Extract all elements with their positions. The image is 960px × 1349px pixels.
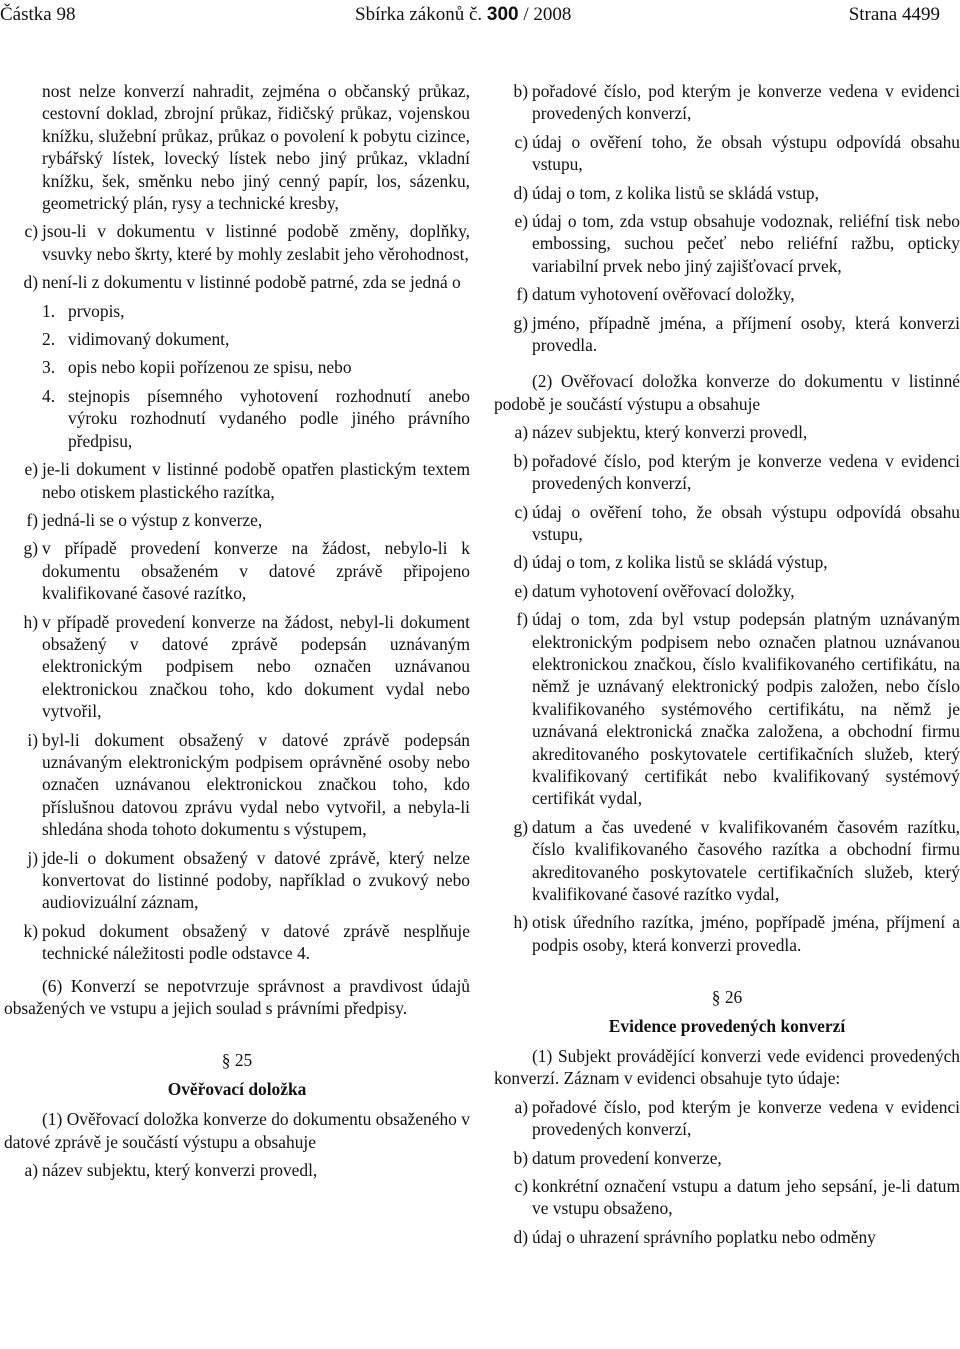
item-label: g) [23,538,38,559]
paragraph-6: (6) Konverzí se nepotvrzuje správnost a pravdivost údajů obsažených ve vstupu a jejich soulad s právními předpisy. [4,975,470,1019]
list-item [494,210,960,277]
item-label: 3. [42,357,56,378]
item-label: a) [514,422,528,443]
item-label: e) [24,459,38,480]
item-label: 4. [42,385,56,406]
header-issue: Částka 98 [0,4,76,25]
right-column [494,80,960,1248]
item-text: je-li dokument v listinné podobě opatřen plastickým textem nebo otiskem plastického razítka, [42,459,470,502]
list-item [494,816,960,906]
item-text: otisk úředního razítka, jméno, popřípadě jména, příjmení a podpis osoby, která konverzi provedla. [532,912,960,955]
list-item [4,458,470,503]
item-label: e) [514,211,528,232]
list-item [494,450,960,495]
section-25-title: Ověřovací doložka [167,1078,307,1099]
list-item [4,1159,470,1181]
item-text: datum vyhotovení ověřovací doložky, [532,580,795,601]
item-text: pokud dokument obsažený v datové zprávě nesplňuje technické náležitosti podle odstavce 4. [42,920,470,964]
section-26-title: Evidence provedených konverzí [608,1015,846,1036]
right-items-1 [494,80,960,356]
list-item [494,131,960,176]
header-law-number: 300 [486,4,519,25]
section-26-paragraph-1: (1) Subjekt provádějící konverzi vede evidenci provedených konverzí. Záznam v evidenci obsahuje tyto údaje: [494,1046,960,1089]
left-column [4,80,470,1181]
item-label: f) [516,609,528,630]
item-text: opis nebo kopii pořízenou ze spisu, nebo [68,357,352,378]
numbered-item [4,385,470,452]
list-item [4,220,470,265]
item-text: údaj o tom, z kolika listů se skládá vstup, [532,182,819,203]
list-item [4,920,470,965]
item-text: údaj o tom, zda byl vstup podepsán platným uznávaným elektronickým podpisem nebo označen platnou uznávanou elektronickou značkou, číslo kvalifikovaného certifikátu, na němž je uznávaný elektronický podpis založen, nebo číslo kvalifikovaného systémového certifikátu, na němž je uznávaná elektronická značka založena, a obchodní firmu akreditovaného poskytovatele certifikačních služeb, který kvalifikovaný certifikát nebo kvalifikovaný systémový certifikát vydal, [532,609,960,809]
list-item [494,421,960,443]
item-label: j) [27,847,38,868]
left-items-1 [4,220,470,293]
header-page-number: Strana 4499 [848,4,940,25]
item-label: d) [513,552,528,573]
item-label: g) [513,312,528,333]
section-25-items [4,1159,470,1181]
list-item [494,182,960,204]
list-item [494,283,960,305]
item-text: název subjektu, který konverzi provedl, [532,422,808,443]
item-text: konkrétní označení vstupu a datum jeho sepsání, je-li datum ve vstupu obsaženo, [532,1176,960,1219]
item-text: datum vyhotovení ověřovací doložky, [532,284,795,305]
item-label: h) [513,912,528,933]
numbered-list [4,300,470,452]
item-label: e) [514,580,528,601]
item-label: c) [514,501,528,522]
list-item [494,1175,960,1220]
list-item [494,1226,960,1248]
item-text: vidimovaný dokument, [68,329,230,350]
item-text: pořadové číslo, pod kterým je konverze vedena v evidenci provedených konverzí, [532,450,960,494]
item-text: údaj o uhrazení správního poplatku nebo odměny [532,1226,876,1247]
item-text: jsou-li v dokumentu v listinné podobě změny, doplňky, vsuvky nebo škrty, které by mohly zeslabit jeho věrohodnost, [42,221,470,264]
list-item [494,580,960,602]
section-25-number: § 25 [221,1050,253,1071]
item-label: b) [513,81,528,101]
item-label: f) [26,509,38,530]
item-text: údaj o ověření toho, že obsah výstupu odpovídá obsahu vstupu, [532,131,960,175]
item-label: g) [513,816,528,837]
item-label: b) [513,1147,528,1168]
header-collection-prefix: Sbírka zákonů č. [355,4,483,25]
list-item [494,501,960,546]
item-label: d) [513,1226,528,1247]
item-label: d) [23,272,38,293]
list-item [4,729,470,841]
item-text: jméno, případně jména, a příjmení osoby, která konverzi provedla. [532,312,960,356]
numbered-item [4,328,470,350]
item-text: v případě provedení konverze na žádost, nebyl-li dokument obsažený v datové zprávě podepsán uznávaným elektronickým podpisem nebo označen uznávanou elektronickou značkou toho, kdo dokument vydal nebo vytvořil, [42,611,470,722]
header-year: / 2008 [523,4,572,25]
item-label: f) [516,284,528,305]
numbered-item [4,356,470,378]
list-item [494,551,960,573]
paragraph-2: (2) Ověřovací doložka konverze do dokumentu v listinné podobě je součástí výstupu a obsahuje [494,371,960,414]
item-text: v případě provedení konverze na žádost, nebylo-li k dokumentu obsaženém v datové zprávě připojeno kvalifikované časové razítko, [42,538,470,604]
section-26-number: § 26 [711,987,743,1008]
item-text: údaj o tom, z kolika listů se skládá výstup, [532,552,828,573]
list-item [494,911,960,956]
header-collection [355,2,571,28]
item-label: d) [513,182,528,203]
item-label: a) [24,1160,38,1181]
item-text: pořadové číslo, pod kterým je konverze vedena v evidenci provedených konverzí, [532,1096,960,1140]
continued-text: nost nelze konverzí nahradit, zejména o občanský průkaz, cestovní doklad, zbrojní průkaz, řidičský průkaz, vojenskou knížku, služební průkaz, průkaz o povolení k pobytu cizince, rybářský lístek, lovecký lístek nebo jiný průkaz, vkladní knížku, šek, směnku nebo jiný cenný papír, los, sázenku, geometrický plán, rysy a technické kresby, [42,81,470,214]
item-text: stejnopis písemného vyhotovení rozhodnutí anebo výroku rozhodnutí vydaného podle jiného právního předpisu, [68,385,470,451]
list-item [494,312,960,357]
section-25-paragraph-1: (1) Ověřovací doložka konverze do dokumentu obsaženého v datové zprávě je součástí výstupu a obsahuje [4,1109,470,1152]
item-text: datum a čas uvedené v kvalifikovaném časovém razítku, číslo kvalifikovaného časového razítka a obchodní firmu akreditovaného poskytovatele certifikačních služeb, který kvalifikované časové razítko vydal, [532,816,960,904]
right-items-2 [494,421,960,956]
item-label: 2. [42,329,56,350]
left-items-2 [4,458,470,965]
numbered-item [4,300,470,322]
item-label: a) [514,1096,528,1117]
item-text: byl-li dokument obsažený v datové zprávě podepsán uznávaným elektronickým podpisem oprávněné osoby nebo označen uznávanou elektronickou značkou toho, kdo příslušnou datovou zprávu vydal nebo vytvořil, a nebyla-li shledána shoda tohoto dokumentu s výstupem, [42,729,470,840]
list-item [494,80,960,125]
item-label: c) [24,221,38,242]
item-text: údaj o tom, zda vstup obsahuje vodoznak, reliéfní tisk nebo embossing, suchou pečeť nebo reliéfní ražbu, opticky variabilní prvek nebo jiný zajišťovací prvek, [532,211,960,276]
item-text: datum provedení konverze, [532,1147,722,1168]
item-label: k) [23,920,38,941]
item-label: b) [513,450,528,471]
item-text: jedná-li se o výstup z konverze, [42,509,263,530]
item-label: 1. [42,300,56,321]
item-text: název subjektu, který konverzi provedl, [42,1160,318,1181]
item-label: i) [27,729,38,750]
list-item [4,611,470,723]
section-26-items [494,1096,960,1248]
item-text: prvopis, [68,300,125,321]
list-item [4,537,470,604]
list-item [4,509,470,531]
list-item [494,608,960,810]
item-label: h) [23,611,38,632]
item-text: údaj o ověření toho, že obsah výstupu odpovídá obsahu vstupu, [532,501,960,544]
item-label: c) [514,131,528,152]
list-item [494,1147,960,1169]
item-text: pořadové číslo, pod kterým je konverze vedena v evidenci provedených konverzí, [532,81,960,124]
item-text: není-li z dokumentu v listinné podobě patrné, zda se jedná o [42,272,461,293]
list-item [4,271,470,293]
list-item [4,847,470,914]
item-label: c) [514,1176,528,1197]
item-text: jde-li o dokument obsažený v datové zprávě, který nelze konvertovat do listinné podoby, například o zvukový nebo audiovizuální záznam, [42,847,470,913]
list-item [494,1096,960,1141]
page-header [0,2,960,28]
